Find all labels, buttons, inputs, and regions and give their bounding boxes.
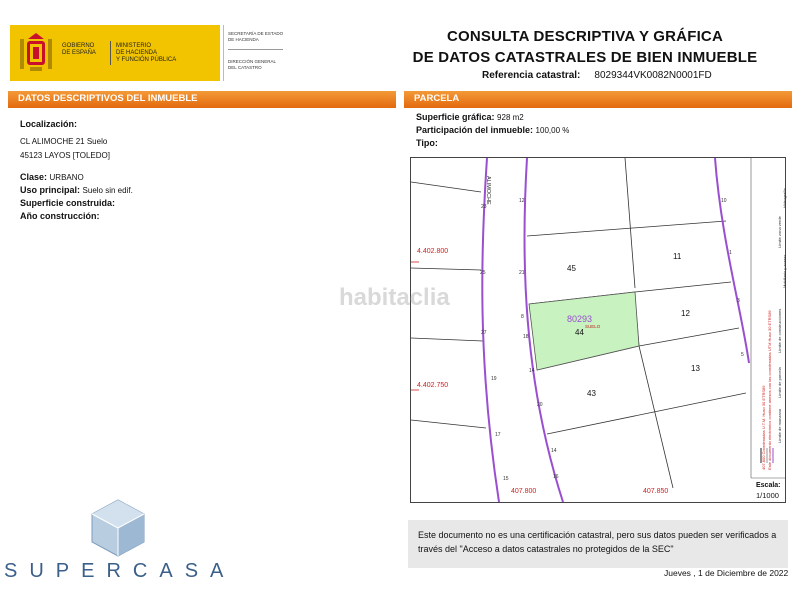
block-line [411, 182, 481, 192]
referencia-catastral-row [482, 70, 712, 81]
block-line [639, 328, 739, 346]
government-logo [10, 25, 220, 81]
notice-line1: Este documento no es una certificación catastral, pero sus datos pueden ser verificados a [418, 530, 777, 540]
street-number: 3 [737, 298, 740, 304]
selected-parcel [529, 292, 639, 370]
title-line2: DE DATOS CATASTRALES DE BIEN INMUEBLE [412, 49, 758, 66]
ministerio-line3: Y FUNCIÓN PÚBLICA [116, 57, 177, 63]
street-number: 21 [519, 270, 525, 276]
coat-of-arms-icon [18, 31, 54, 75]
secretaria-block [223, 25, 287, 81]
datos-descriptivos-header: DATOS DESCRIPTIVOS DEL INMUEBLE [8, 91, 396, 107]
street-number: 25 [480, 270, 486, 276]
anio-construccion-row: Año construcción: [20, 211, 100, 221]
parcel-number-43: 43 [587, 389, 596, 398]
street-number: 14 [551, 448, 557, 454]
cadastral-map [339, 157, 787, 503]
localizacion-label: Localización: [20, 119, 78, 129]
coord-label-x1: 407.800 [511, 488, 537, 495]
parcela-header: PARCELA [404, 91, 792, 107]
address-line1: CL ALIMOCHE 21 Suelo [20, 137, 108, 146]
certification-notice [408, 520, 788, 568]
clase-row: Clase: URBANO [20, 172, 84, 182]
block-line [639, 346, 673, 488]
document-title [390, 26, 780, 68]
street-number: 20 [537, 402, 543, 408]
direccion-line2: DEL CATASTRO [228, 65, 262, 70]
parcel-number-11: 11 [673, 252, 682, 261]
gobierno-line1: GOBIERNO [62, 43, 95, 49]
street-number: 1 [729, 250, 732, 256]
participacion-value: 100,00 % [535, 126, 570, 135]
street-number: 16 [553, 474, 559, 480]
parcela-content [416, 111, 786, 150]
address-line2: 45123 LAYOS [TOLEDO] [20, 151, 110, 160]
referencia-label: Referencia catastral: [482, 70, 581, 81]
block-line [625, 158, 635, 288]
legend-item: Límite de construcciones [777, 308, 782, 353]
parcela-underline [404, 107, 792, 108]
uso-value: Suelo sin edif. [82, 186, 133, 195]
map-side-note-red: Este documento electrónico contiene anexos con las coordenadas UTM Huso 30 ETRS89 [767, 310, 772, 470]
title-line1: CONSULTA DESCRIPTIVA Y GRÁFICA [446, 28, 723, 45]
block-line [411, 268, 481, 270]
datos-descriptivos-content [20, 118, 390, 223]
legend-item: Límite zona verde [777, 216, 782, 248]
parcel-tag: SUELO [585, 324, 601, 329]
scale-value: 1/1000 [756, 491, 779, 500]
cadastral-map-drawing [411, 158, 785, 502]
street-number: 18 [523, 334, 529, 340]
secretaria-line2: DE HACIENDA [228, 37, 259, 42]
tipo-row: Tipo: [416, 138, 438, 148]
street-name-label: ALIMOCHE [485, 176, 491, 205]
block-line [547, 393, 746, 434]
scale-label: Escala: [756, 482, 781, 489]
parcel-number-44: 44 [575, 328, 584, 337]
secretaria-line1: SECRETARÍA DE ESTADO [228, 31, 284, 36]
parcel-number-45: 45 [567, 264, 576, 273]
document-date: Jueves , 1 de Diciembre de 2022 [664, 568, 789, 578]
ministerio-line2: DE HACIENDA [116, 50, 158, 56]
block-line [635, 282, 731, 292]
legend-item: Límite de manzana [777, 408, 782, 443]
coord-label-y2: 4.402.750 [417, 382, 449, 389]
ministerio-line1: MINISTERIO [116, 43, 152, 49]
government-logo-block [10, 25, 286, 81]
street-number: 12 [519, 198, 525, 204]
secretaria-divider [228, 49, 283, 50]
notice-line2: través del "Acceso a datos catastrales no protegidos de la SEC" [418, 544, 674, 554]
block-line [527, 221, 726, 236]
datos-descriptivos-underline [8, 107, 396, 108]
block-line [411, 420, 486, 428]
superficie-grafica-row: Superficie gráfica: 928 m2 [416, 112, 524, 122]
habitaclia-watermark: habitaclia [339, 284, 450, 311]
legend-item: Hidrografía [782, 188, 787, 208]
street-number: 23 [481, 204, 487, 210]
parcel-number-13: 13 [691, 364, 700, 373]
street-number: 8 [521, 314, 524, 320]
street-boundary-line [715, 158, 749, 363]
logo-divider [110, 41, 111, 65]
parcel-number-12: 12 [681, 309, 690, 318]
superficie-construida-row: Superficie construida: [20, 198, 116, 208]
clase-value: URBANO [49, 173, 84, 182]
map-side-note-red2: 407.800 Coordenadas U.T.M. Huso 30 ETRS89 [761, 385, 766, 470]
referencia-value: 8029344VK0082N0001FD [594, 70, 712, 81]
street-number: 5 [741, 352, 744, 358]
supercasa-brand: SUPERCASA [4, 560, 236, 582]
uso-row: Uso principal: Suelo sin edif. [20, 185, 133, 195]
street-number: 19 [491, 376, 497, 382]
legend-item: Mobiliario y aceras [782, 254, 787, 288]
gobierno-line2: DE ESPAÑA [62, 50, 96, 56]
street-number: 10 [721, 198, 727, 204]
legend-item: Límite de parcela [777, 367, 782, 398]
street-number: 15 [503, 476, 509, 482]
coord-label-x2: 407.850 [643, 488, 669, 495]
street-number: 17 [495, 432, 501, 438]
street-number: 27 [481, 330, 487, 336]
supercasa-logo-icon [88, 496, 148, 560]
direccion-line1: DIRECCIÓN GENERAL [228, 59, 277, 64]
coord-label-y1: 4.402.800 [417, 248, 449, 255]
parcel-reference: 80293 [567, 314, 593, 324]
superficie-grafica-value: 928 m2 [497, 113, 524, 122]
participacion-row: Participación del inmueble: 100,00 % [416, 125, 570, 135]
street-number: 14 [529, 368, 535, 374]
block-line [411, 338, 483, 341]
